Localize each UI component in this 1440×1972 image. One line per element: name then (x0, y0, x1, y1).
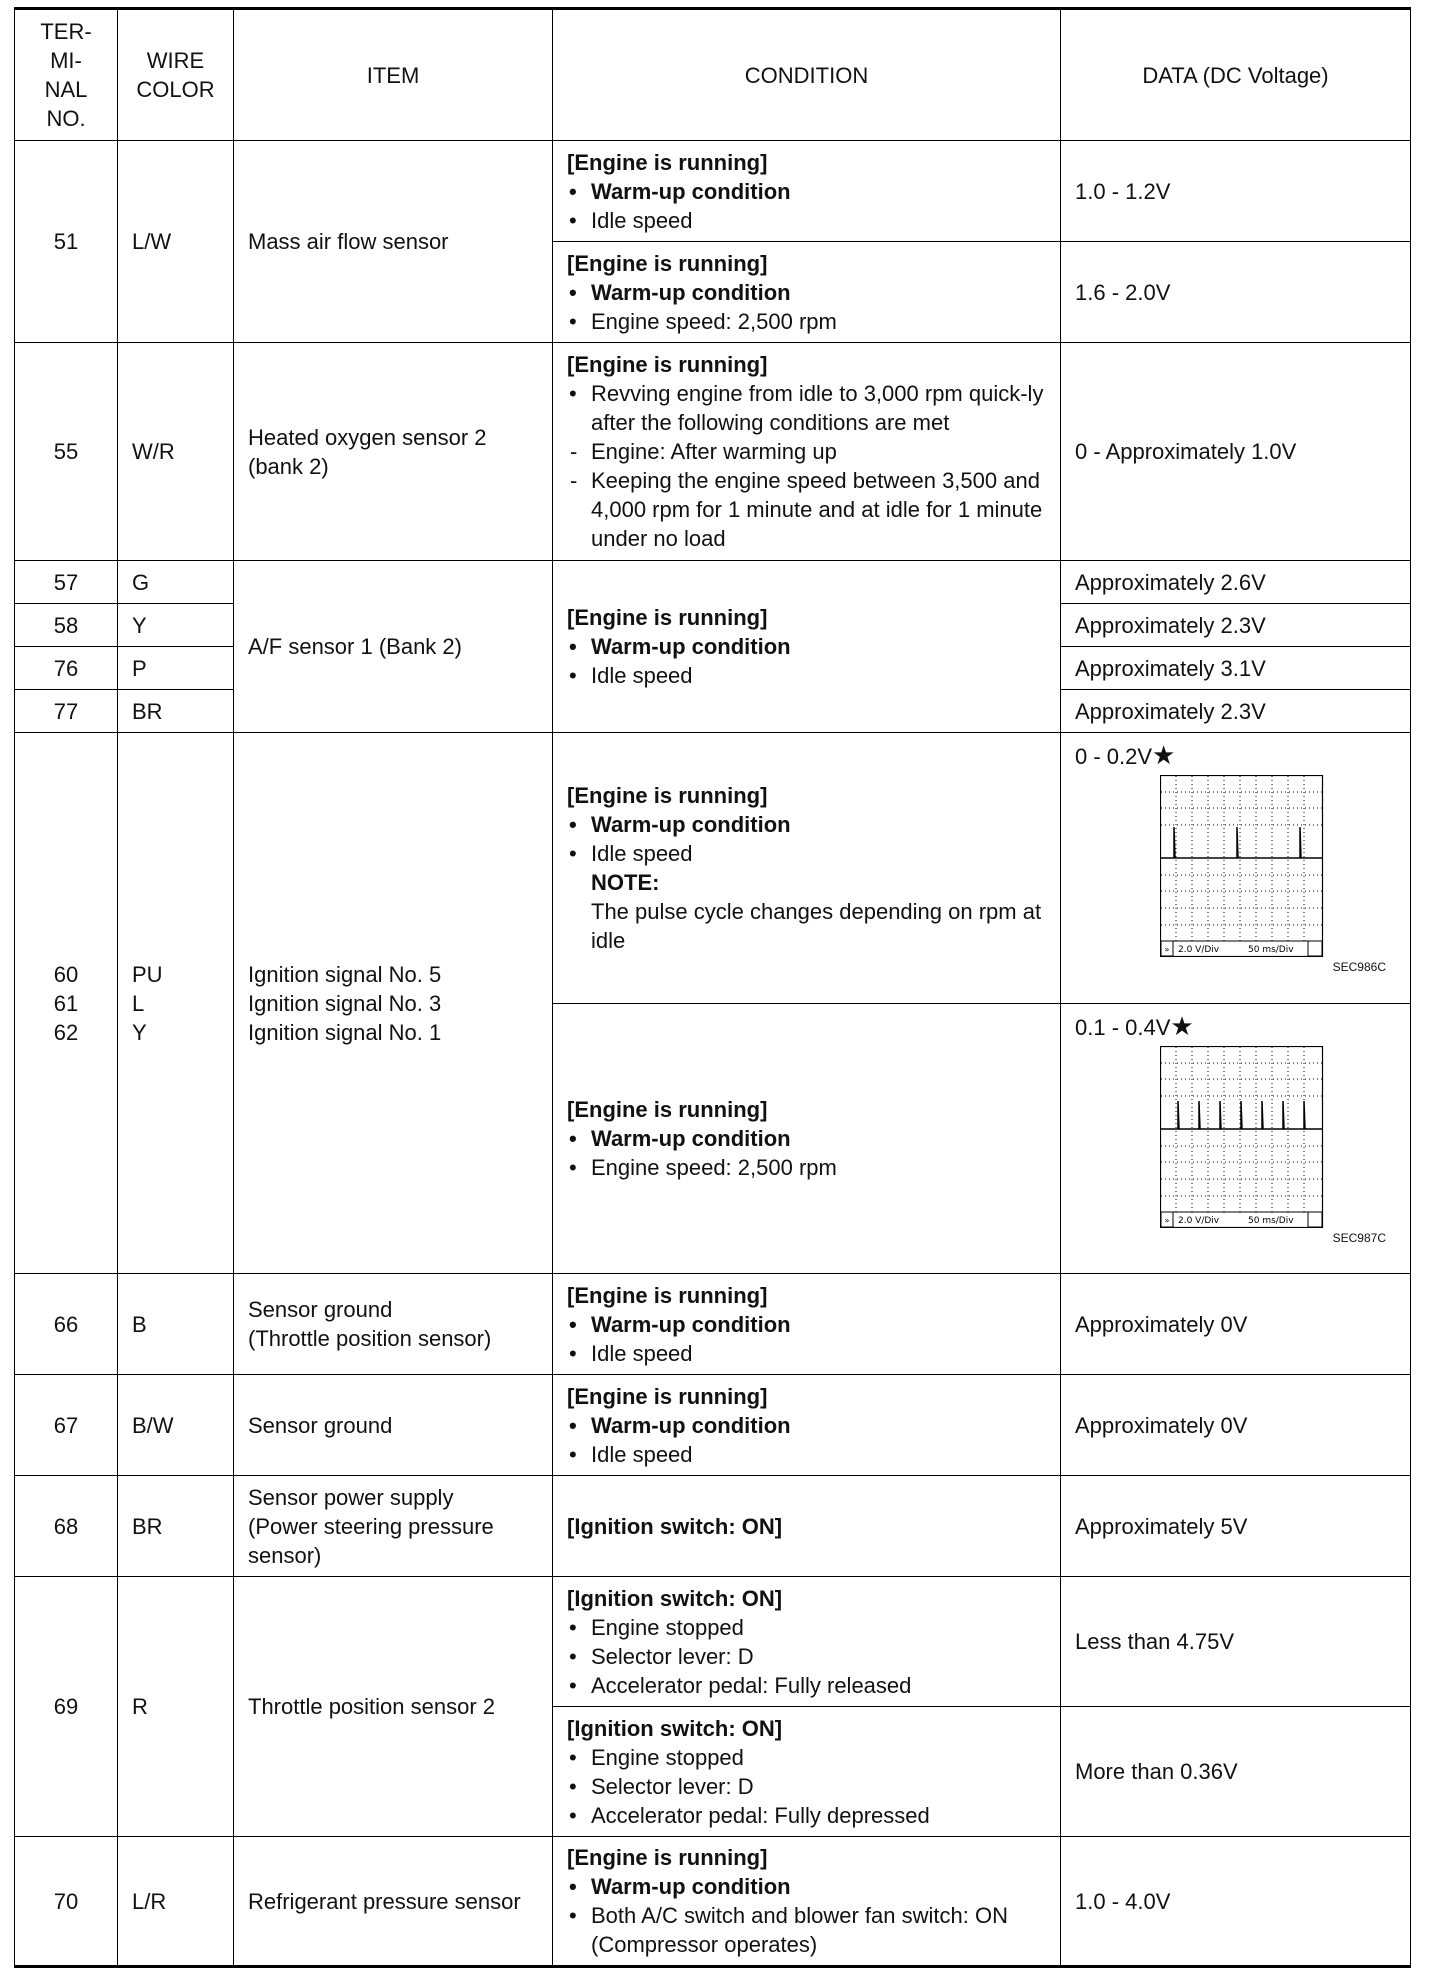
condition-cell: [Engine is running] • Warm-up condition • Idle speed (553, 561, 1061, 733)
data-cell: Approximately 3.1V (1061, 647, 1411, 690)
wire-cell: BR (118, 690, 234, 733)
header-data: DATA (DC Voltage) (1061, 9, 1411, 141)
header-wire-color: WIRE COLOR (118, 9, 234, 141)
condition-cell: [Engine is running] • Warm-up condition • Both A/C switch and blower fan switch: ON (Compressor operates) (553, 1837, 1061, 1967)
header-row (15, 9, 1411, 141)
data-cell: Less than 4.75V (1061, 1577, 1411, 1707)
star-icon: ★ (1152, 740, 1176, 770)
wire-cell: BR (118, 1476, 234, 1577)
data-cell: 1.6 - 2.0V (1061, 242, 1411, 343)
table-row (15, 561, 1411, 604)
item-cell: Refrigerant pressure sensor (234, 1837, 553, 1967)
condition-cell: [Engine is running] • Warm-up condition • Idle speed (553, 1375, 1061, 1476)
data-cell: 0 - 0.2V★ » 2.0 V/Div 50 ms/Div SEC986C (1061, 733, 1411, 1004)
svg-text:2.0 V/Div: 2.0 V/Div (1178, 945, 1220, 955)
terminal-cell: 77 (15, 690, 118, 733)
svg-text:50 ms/Div: 50 ms/Div (1248, 1216, 1294, 1226)
table-row (15, 141, 1411, 242)
item-cell: Heated oxygen sensor 2 (bank 2) (234, 343, 553, 561)
item-cell: Throttle position sensor 2 (234, 1577, 553, 1837)
data-cell: Approximately 2.6V (1061, 561, 1411, 604)
condition-cell: [Engine is running] • Warm-up condition • Idle speed NOTE: The pulse cycle changes depending on rpm at idle (553, 733, 1061, 1004)
wire-cell: Y (118, 604, 234, 647)
wire-cell: W/R (118, 343, 234, 561)
data-cell: Approximately 2.3V (1061, 604, 1411, 647)
terminal-cell: 76 (15, 647, 118, 690)
data-cell: 0 - Approximately 1.0V (1061, 343, 1411, 561)
table-row (15, 1577, 1411, 1707)
wire-cell: B/W (118, 1375, 234, 1476)
data-cell: Approximately 2.3V (1061, 690, 1411, 733)
data-cell: 1.0 - 4.0V (1061, 1837, 1411, 1967)
table-row (15, 1837, 1411, 1967)
item-cell: A/F sensor 1 (Bank 2) (234, 561, 553, 733)
wire-cell: P (118, 647, 234, 690)
wire-cell: G (118, 561, 234, 604)
data-cell: 0.1 - 0.4V★ » 2.0 V/Div 50 ms/Div SEC987C (1061, 1004, 1411, 1274)
condition-cell: [Ignition switch: ON] • Engine stopped • Selector lever: D • Accelerator pedal: Fully depressed (553, 1707, 1061, 1837)
figure-id: SEC987C (1332, 1231, 1386, 1245)
header-terminal: TER- MI- NAL NO. (15, 9, 118, 141)
item-cell: Sensor ground (234, 1375, 553, 1476)
data-cell: More than 0.36V (1061, 1707, 1411, 1837)
wire-cell: L/R (118, 1837, 234, 1967)
wire-cell: B (118, 1274, 234, 1375)
table-row (15, 1274, 1411, 1375)
table-row (15, 343, 1411, 561)
header-item: ITEM (234, 9, 553, 141)
svg-text:2.0 V/Div: 2.0 V/Div (1178, 1216, 1220, 1226)
wire-cell: R (118, 1577, 234, 1837)
data-cell: 1.0 - 1.2V (1061, 141, 1411, 242)
condition-cell: [Engine is running] • Warm-up condition • Engine speed: 2,500 rpm (553, 1004, 1061, 1274)
terminal-cell: 70 (15, 1837, 118, 1967)
table-row (15, 1375, 1411, 1476)
item-cell: Mass air flow sensor (234, 141, 553, 343)
star-icon: ★ (1170, 1011, 1194, 1041)
terminal-cell: 66 (15, 1274, 118, 1375)
data-cell: Approximately 5V (1061, 1476, 1411, 1577)
terminal-cell: 68 (15, 1476, 118, 1577)
terminal-cell: 57 (15, 561, 118, 604)
condition-cell: [Ignition switch: ON] • Engine stopped • Selector lever: D • Accelerator pedal: Fully released (553, 1577, 1061, 1707)
terminal-cell: 55 (15, 343, 118, 561)
table-row (15, 733, 1411, 1004)
terminal-cell: 67 (15, 1375, 118, 1476)
terminal-spec-table (14, 7, 1411, 1968)
svg-text:»: » (1164, 1216, 1170, 1225)
condition-cell: [Engine is running] • Warm-up condition • Engine speed: 2,500 rpm (553, 242, 1061, 343)
terminal-cell: 58 (15, 604, 118, 647)
condition-cell: [Ignition switch: ON] (553, 1476, 1061, 1577)
wire-cell: L/W (118, 141, 234, 343)
terminal-cell: 69 (15, 1577, 118, 1837)
oscilloscope-waveform-idle (1160, 775, 1324, 957)
data-cell: Approximately 0V (1061, 1274, 1411, 1375)
data-cell: Approximately 0V (1061, 1375, 1411, 1476)
item-cell: Sensor power supply (Power steering pressure sensor) (234, 1476, 553, 1577)
condition-cell: [Engine is running] • Revving engine from idle to 3,000 rpm quick-ly after the following conditions are met - Engine: After warming up - Keeping the engine speed between 3,500 and 4,000 rpm for 1 minute and at idle for 1 minute under no load (553, 343, 1061, 561)
item-cell: Sensor ground (Throttle position sensor) (234, 1274, 553, 1375)
condition-cell: [Engine is running] • Warm-up condition • Idle speed (553, 1274, 1061, 1375)
header-condition: CONDITION (553, 9, 1061, 141)
table-row (15, 1476, 1411, 1577)
oscilloscope-waveform-2500rpm (1160, 1046, 1324, 1228)
svg-text:»: » (1164, 945, 1170, 954)
terminal-cell: 51 (15, 141, 118, 343)
figure-id: SEC986C (1332, 960, 1386, 974)
svg-text:50 ms/Div: 50 ms/Div (1248, 945, 1294, 955)
terminal-cell: 60 61 62 (15, 733, 118, 1274)
wire-cell: PU L Y (118, 733, 234, 1274)
condition-cell: [Engine is running] • Warm-up condition • Idle speed (553, 141, 1061, 242)
item-cell: Ignition signal No. 5 Ignition signal No. 3 Ignition signal No. 1 (234, 733, 553, 1274)
